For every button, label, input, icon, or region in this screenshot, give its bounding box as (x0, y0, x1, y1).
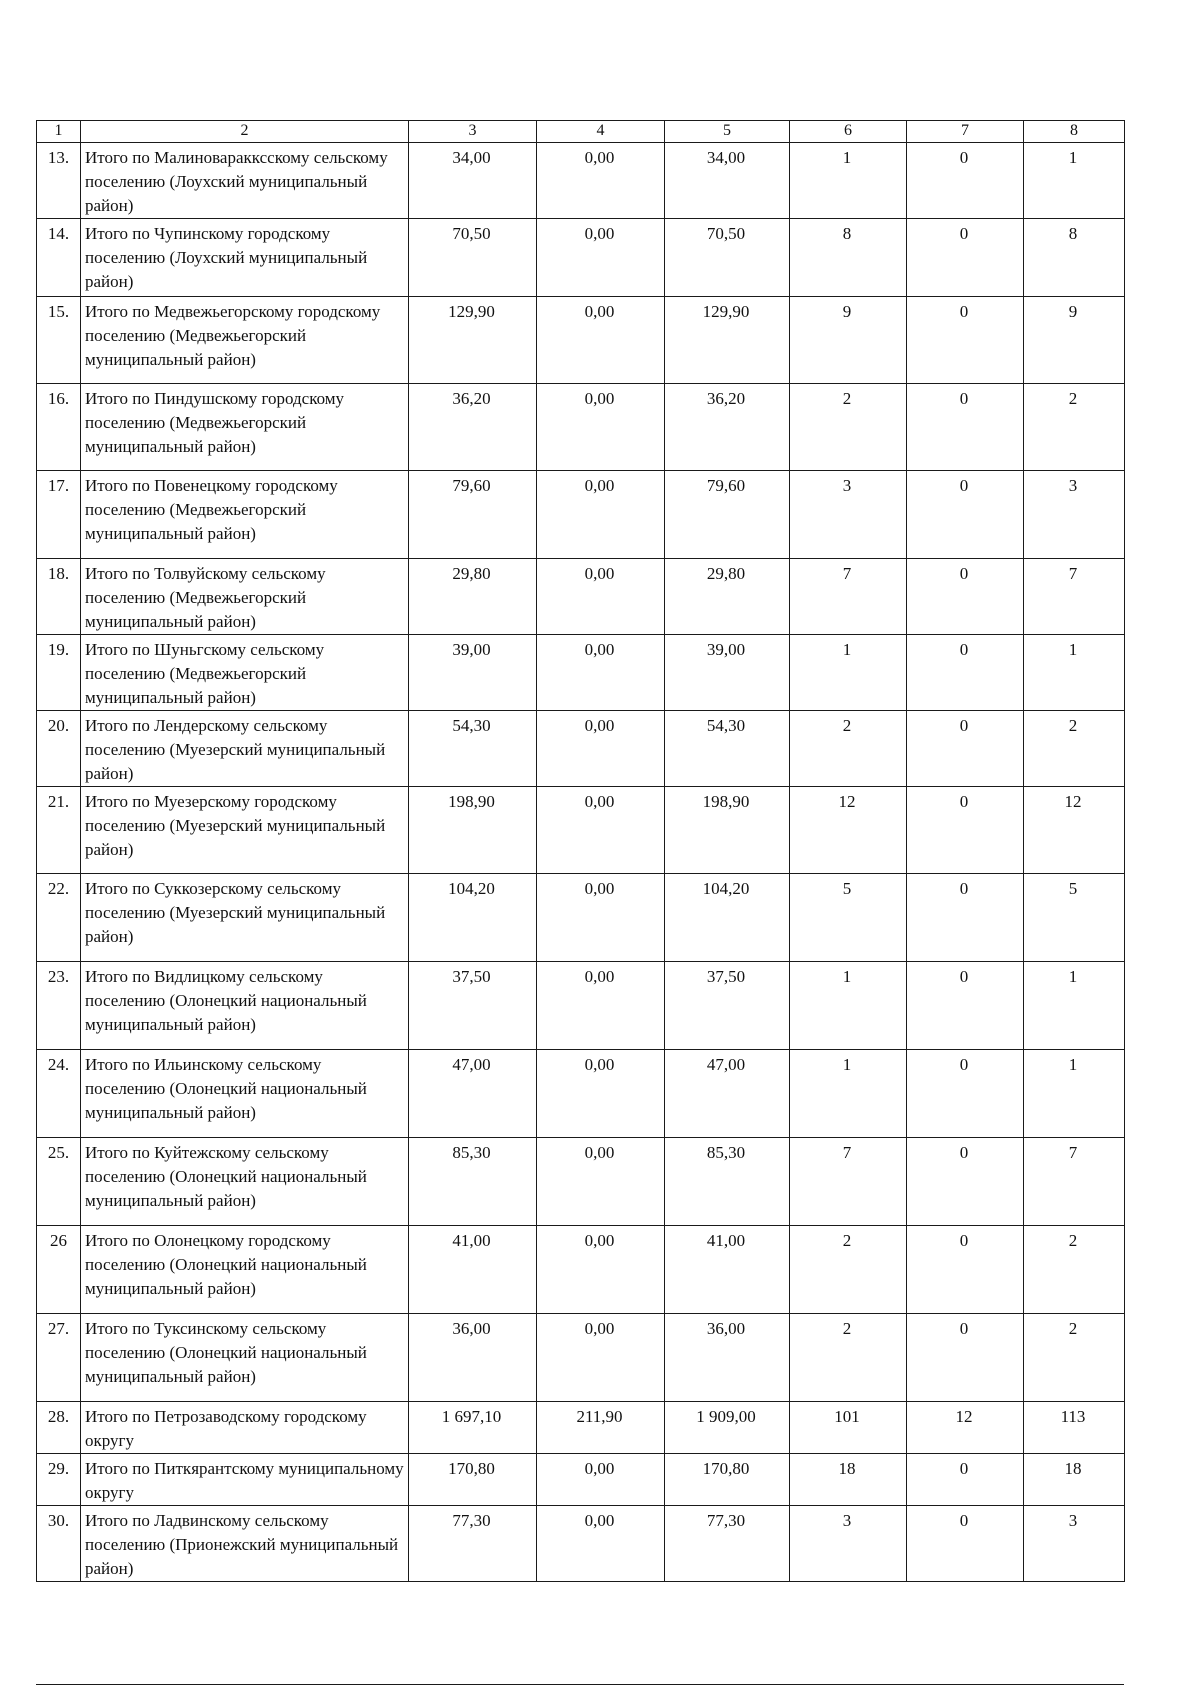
value-col-5: 34,00 (665, 143, 790, 219)
value-col-8: 7 (1024, 559, 1125, 635)
value-col-8: 9 (1024, 297, 1125, 384)
value-col-8: 3 (1024, 471, 1125, 559)
value-col-7: 0 (907, 471, 1024, 559)
value-col-5: 79,60 (665, 471, 790, 559)
table-row (37, 962, 1125, 1050)
value-col-8: 12 (1024, 787, 1125, 874)
value-col-5: 47,00 (665, 1050, 790, 1138)
table-row (37, 143, 1125, 219)
value-col-4: 0,00 (537, 962, 665, 1050)
row-name: Итого по Куйтежскому сельскому поселению (Олонецкий национальный муниципальный район) (81, 1138, 409, 1226)
value-col-6: 1 (790, 143, 907, 219)
value-col-3: 37,50 (409, 962, 537, 1050)
value-col-3: 85,30 (409, 1138, 537, 1226)
column-header: 6 (790, 121, 907, 143)
value-col-8: 113 (1024, 1402, 1125, 1454)
row-name: Итого по Суккозерскому сельскому поселению (Муезерский муниципальный район) (81, 874, 409, 962)
value-col-4: 0,00 (537, 384, 665, 471)
row-number: 16. (37, 384, 81, 471)
column-header: 8 (1024, 121, 1125, 143)
value-col-4: 0,00 (537, 787, 665, 874)
value-col-6: 12 (790, 787, 907, 874)
value-col-3: 29,80 (409, 559, 537, 635)
value-col-3: 54,30 (409, 711, 537, 787)
value-col-5: 104,20 (665, 874, 790, 962)
value-col-4: 0,00 (537, 1506, 665, 1582)
row-number: 26 (37, 1226, 81, 1314)
value-col-3: 36,00 (409, 1314, 537, 1402)
value-col-3: 36,20 (409, 384, 537, 471)
value-col-7: 0 (907, 1454, 1024, 1506)
value-col-7: 0 (907, 1138, 1024, 1226)
value-col-5: 129,90 (665, 297, 790, 384)
value-col-6: 1 (790, 1050, 907, 1138)
value-col-7: 0 (907, 219, 1024, 297)
value-col-4: 0,00 (537, 297, 665, 384)
value-col-6: 2 (790, 1226, 907, 1314)
column-header: 1 (37, 121, 81, 143)
data-table (36, 120, 1125, 1582)
value-col-8: 2 (1024, 1314, 1125, 1402)
value-col-7: 0 (907, 962, 1024, 1050)
row-number: 19. (37, 635, 81, 711)
value-col-4: 0,00 (537, 1454, 665, 1506)
value-col-6: 5 (790, 874, 907, 962)
value-col-6: 2 (790, 1314, 907, 1402)
value-col-4: 0,00 (537, 1314, 665, 1402)
value-col-4: 0,00 (537, 471, 665, 559)
value-col-6: 18 (790, 1454, 907, 1506)
value-col-6: 101 (790, 1402, 907, 1454)
row-name: Итого по Муезерскому городскому поселению (Муезерский муниципальный район) (81, 787, 409, 874)
column-header: 7 (907, 121, 1024, 143)
value-col-3: 104,20 (409, 874, 537, 962)
value-col-6: 1 (790, 635, 907, 711)
column-number-header-row (37, 121, 1125, 143)
value-col-8: 1 (1024, 635, 1125, 711)
value-col-3: 198,90 (409, 787, 537, 874)
table-row (37, 384, 1125, 471)
value-col-8: 18 (1024, 1454, 1125, 1506)
value-col-6: 3 (790, 1506, 907, 1582)
row-name: Итого по Медвежьегорскому городскому поселению (Медвежьегорский муниципальный район) (81, 297, 409, 384)
value-col-3: 47,00 (409, 1050, 537, 1138)
value-col-5: 36,00 (665, 1314, 790, 1402)
value-col-7: 0 (907, 1314, 1024, 1402)
value-col-4: 0,00 (537, 143, 665, 219)
table-row (37, 635, 1125, 711)
value-col-5: 170,80 (665, 1454, 790, 1506)
value-col-3: 79,60 (409, 471, 537, 559)
column-header: 5 (665, 121, 790, 143)
row-name: Итого по Туксинскому сельскому поселению (Олонецкий национальный муниципальный район) (81, 1314, 409, 1402)
value-col-5: 36,20 (665, 384, 790, 471)
value-col-4: 0,00 (537, 635, 665, 711)
row-number: 21. (37, 787, 81, 874)
value-col-8: 5 (1024, 874, 1125, 962)
bottom-rule (36, 1684, 1124, 1685)
value-col-7: 0 (907, 1226, 1024, 1314)
value-col-8: 2 (1024, 711, 1125, 787)
value-col-3: 77,30 (409, 1506, 537, 1582)
value-col-5: 37,50 (665, 962, 790, 1050)
table-row (37, 471, 1125, 559)
value-col-8: 1 (1024, 143, 1125, 219)
row-number: 24. (37, 1050, 81, 1138)
table-row (37, 1138, 1125, 1226)
row-name: Итого по Чупинскому городскому поселению (Лоухский муниципальный район) (81, 219, 409, 297)
row-name: Итого по Ладвинскому сельскому поселению (Прионежский муниципальный район) (81, 1506, 409, 1582)
column-header: 4 (537, 121, 665, 143)
table-row (37, 711, 1125, 787)
value-col-4: 0,00 (537, 559, 665, 635)
row-number: 14. (37, 219, 81, 297)
value-col-8: 8 (1024, 219, 1125, 297)
table-row (37, 1050, 1125, 1138)
row-number: 18. (37, 559, 81, 635)
table-row (37, 297, 1125, 384)
value-col-4: 0,00 (537, 219, 665, 297)
table-row (37, 1314, 1125, 1402)
row-number: 17. (37, 471, 81, 559)
row-number: 15. (37, 297, 81, 384)
row-number: 20. (37, 711, 81, 787)
value-col-7: 12 (907, 1402, 1024, 1454)
value-col-5: 41,00 (665, 1226, 790, 1314)
value-col-8: 2 (1024, 384, 1125, 471)
value-col-8: 7 (1024, 1138, 1125, 1226)
row-name: Итого по Видлицкому сельскому поселению (Олонецкий национальный муниципальный район) (81, 962, 409, 1050)
value-col-3: 70,50 (409, 219, 537, 297)
row-name: Итого по Повенецкому городскому поселению (Медвежьегорский муниципальный район) (81, 471, 409, 559)
value-col-6: 7 (790, 559, 907, 635)
table-row (37, 1506, 1125, 1582)
value-col-3: 170,80 (409, 1454, 537, 1506)
value-col-7: 0 (907, 143, 1024, 219)
column-header: 2 (81, 121, 409, 143)
row-name: Итого по Лендерскому сельскому поселению (Муезерский муниципальный район) (81, 711, 409, 787)
row-number: 27. (37, 1314, 81, 1402)
table-row (37, 219, 1125, 297)
row-name: Итого по Малиноваракксскому сельскому поселению (Лоухский муниципальный район) (81, 143, 409, 219)
table-row (37, 1454, 1125, 1506)
value-col-7: 0 (907, 1506, 1024, 1582)
value-col-4: 0,00 (537, 874, 665, 962)
value-col-6: 2 (790, 384, 907, 471)
value-col-8: 1 (1024, 962, 1125, 1050)
value-col-3: 129,90 (409, 297, 537, 384)
column-header: 3 (409, 121, 537, 143)
value-col-4: 0,00 (537, 711, 665, 787)
row-number: 22. (37, 874, 81, 962)
value-col-3: 1 697,10 (409, 1402, 537, 1454)
value-col-3: 41,00 (409, 1226, 537, 1314)
table-row (37, 874, 1125, 962)
value-col-5: 54,30 (665, 711, 790, 787)
value-col-7: 0 (907, 787, 1024, 874)
value-col-7: 0 (907, 297, 1024, 384)
row-name: Итого по Ильинскому сельскому поселению (Олонецкий национальный муниципальный район) (81, 1050, 409, 1138)
row-name: Итого по Шуньгскому сельскому поселению (Медвежьегорский муниципальный район) (81, 635, 409, 711)
value-col-3: 34,00 (409, 143, 537, 219)
row-number: 29. (37, 1454, 81, 1506)
value-col-5: 29,80 (665, 559, 790, 635)
value-col-5: 1 909,00 (665, 1402, 790, 1454)
row-number: 25. (37, 1138, 81, 1226)
row-name: Итого по Петрозаводскому городскому округу (81, 1402, 409, 1454)
value-col-5: 70,50 (665, 219, 790, 297)
table-row (37, 1402, 1125, 1454)
value-col-5: 198,90 (665, 787, 790, 874)
value-col-7: 0 (907, 559, 1024, 635)
value-col-7: 0 (907, 711, 1024, 787)
value-col-4: 0,00 (537, 1226, 665, 1314)
row-name: Итого по Толвуйскому сельскому поселению (Медвежьегорский муниципальный район) (81, 559, 409, 635)
value-col-6: 7 (790, 1138, 907, 1226)
value-col-7: 0 (907, 874, 1024, 962)
row-name: Итого по Олонецкому городскому поселению (Олонецкий национальный муниципальный район) (81, 1226, 409, 1314)
value-col-4: 211,90 (537, 1402, 665, 1454)
value-col-6: 1 (790, 962, 907, 1050)
row-number: 30. (37, 1506, 81, 1582)
row-name: Итого по Пиндушскому городскому поселению (Медвежьегорский муниципальный район) (81, 384, 409, 471)
value-col-5: 85,30 (665, 1138, 790, 1226)
table-row (37, 559, 1125, 635)
value-col-7: 0 (907, 1050, 1024, 1138)
value-col-4: 0,00 (537, 1050, 665, 1138)
value-col-6: 2 (790, 711, 907, 787)
value-col-5: 39,00 (665, 635, 790, 711)
row-number: 28. (37, 1402, 81, 1454)
value-col-8: 3 (1024, 1506, 1125, 1582)
value-col-7: 0 (907, 384, 1024, 471)
value-col-3: 39,00 (409, 635, 537, 711)
row-number: 23. (37, 962, 81, 1050)
value-col-6: 8 (790, 219, 907, 297)
value-col-4: 0,00 (537, 1138, 665, 1226)
value-col-7: 0 (907, 635, 1024, 711)
row-number: 13. (37, 143, 81, 219)
value-col-8: 1 (1024, 1050, 1125, 1138)
value-col-5: 77,30 (665, 1506, 790, 1582)
value-col-6: 9 (790, 297, 907, 384)
value-col-8: 2 (1024, 1226, 1125, 1314)
value-col-6: 3 (790, 471, 907, 559)
table-row (37, 787, 1125, 874)
table-row (37, 1226, 1125, 1314)
row-name: Итого по Питкярантскому муниципальному округу (81, 1454, 409, 1506)
